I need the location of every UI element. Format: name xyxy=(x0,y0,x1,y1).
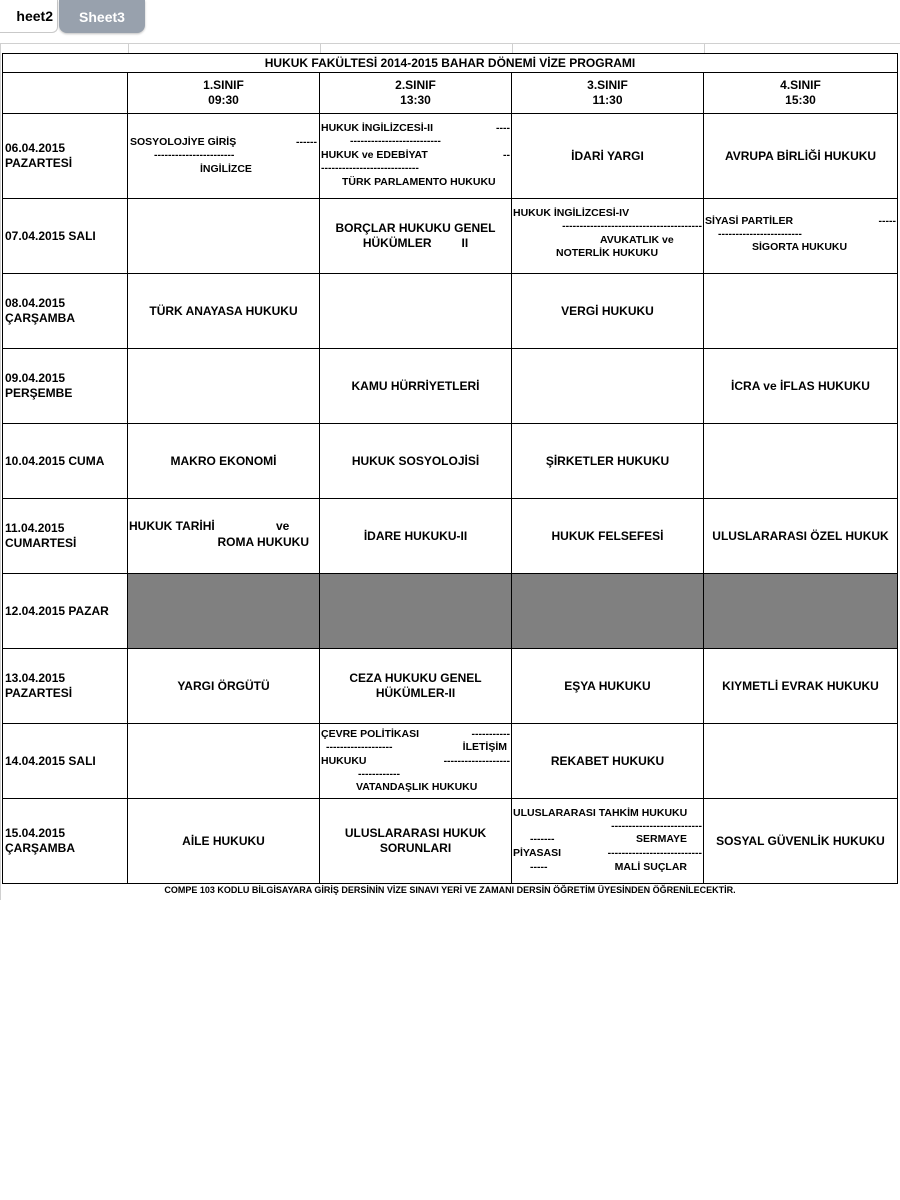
exam-cell[interactable] xyxy=(320,274,512,349)
exam-cell[interactable]: VERGİ HUKUKU xyxy=(512,274,704,349)
exam-cell[interactable] xyxy=(128,724,320,799)
mixed-cell-text: HUKUK TARİHİ ve ROMA HUKUKU xyxy=(129,519,309,549)
date-cell[interactable]: 07.04.2015 SALI xyxy=(3,199,128,274)
date-cell[interactable]: 15.04.2015 ÇARŞAMBA xyxy=(3,799,128,884)
column-gridlines xyxy=(0,43,900,53)
holiday-cell[interactable] xyxy=(320,574,512,649)
exam-cell[interactable]: EŞYA HUKUKU xyxy=(512,649,704,724)
exam-cell[interactable]: ULUSLARARASI HUKUK SORUNLARI xyxy=(320,799,512,884)
exam-cell[interactable]: TÜRK ANAYASA HUKUKU xyxy=(128,274,320,349)
header-blank-cell[interactable] xyxy=(3,73,128,114)
exam-cell[interactable] xyxy=(512,799,704,884)
exam-cell[interactable]: CEZA HUKUKU GENEL HÜKÜMLER-II xyxy=(320,649,512,724)
exam-cell[interactable]: BORÇLAR HUKUKU GENEL HÜKÜMLER II xyxy=(320,199,512,274)
exam-cell[interactable]: SOSYAL GÜVENLİK HUKUKU xyxy=(704,799,898,884)
exam-cell[interactable] xyxy=(128,114,320,199)
exam-cell[interactable]: ULUSLARARASI ÖZEL HUKUK xyxy=(704,499,898,574)
date-cell[interactable]: 10.04.2015 CUMA xyxy=(3,424,128,499)
exam-cell[interactable]: MAKRO EKONOMİ xyxy=(128,424,320,499)
exam-cell[interactable] xyxy=(704,724,898,799)
exam-cell[interactable]: İCRA ve İFLAS HUKUKU xyxy=(704,349,898,424)
exam-cell[interactable]: AVRUPA BİRLİĞİ HUKUKU xyxy=(704,114,898,199)
holiday-cell[interactable] xyxy=(128,574,320,649)
exam-cell[interactable]: KIYMETLİ EVRAK HUKUKU xyxy=(704,649,898,724)
date-cell[interactable]: 06.04.2015 PAZARTESİ xyxy=(3,114,128,199)
header-class-1[interactable]: 1.SINIF 09:30 xyxy=(128,73,320,114)
header-class-2[interactable]: 2.SINIF 13:30 xyxy=(320,73,512,114)
exam-cell[interactable]: HUKUK SOSYOLOJİSİ xyxy=(320,424,512,499)
mixed-cell-text: HUKUK İNGİLİZCESİ-II ---- -------------------------- HUKUK ve EDEBİYAT -- ---------------------------- TÜRK PARLAMENTO HUKUKU xyxy=(321,122,510,188)
tab-sheet3[interactable]: Sheet3 xyxy=(59,0,145,33)
mixed-cell-text: SİYASİ PARTİLER ----- ------------------------ SİGORTA HUKUKU xyxy=(705,215,897,253)
mixed-cell-text: ÇEVRE POLİTİKASI ----------- ------------------- İLETİŞİM HUKUKU ------------------- ------------ VATANDAŞLIK HUKUKU xyxy=(321,728,510,793)
holiday-cell[interactable] xyxy=(704,574,898,649)
exam-cell[interactable]: REKABET HUKUKU xyxy=(512,724,704,799)
date-cell[interactable]: 12.04.2015 PAZAR xyxy=(3,574,128,649)
header-class-4[interactable]: 4.SINIF 15:30 xyxy=(704,73,898,114)
mixed-cell-text: HUKUK İNGİLİZCESİ-IV ---------------------------------------- AVUKATLIK ve NOTERLİK HUKUKU xyxy=(513,207,702,259)
date-cell[interactable]: 08.04.2015 ÇARŞAMBA xyxy=(3,274,128,349)
exam-cell[interactable] xyxy=(704,274,898,349)
exam-cell[interactable] xyxy=(704,199,898,274)
exam-cell[interactable] xyxy=(512,199,704,274)
exam-cell[interactable] xyxy=(128,499,320,574)
exam-schedule-table xyxy=(2,53,898,884)
holiday-cell[interactable] xyxy=(512,574,704,649)
exam-cell[interactable]: İDARİ YARGI xyxy=(512,114,704,199)
tab-sheet2[interactable]: heet2 xyxy=(0,0,58,33)
date-cell[interactable]: 13.04.2015 PAZARTESİ xyxy=(3,649,128,724)
exam-cell[interactable]: KAMU HÜRRİYETLERİ xyxy=(320,349,512,424)
exam-cell[interactable] xyxy=(320,724,512,799)
date-cell[interactable]: 09.04.2015 PERŞEMBE xyxy=(3,349,128,424)
footnote: COMPE 103 KODLU BİLGİSAYARA GİRİŞ DERSİNİN VİZE SINAVI YERİ VE ZAMANI DERSİN ÖĞRETİM ÜYESİNDEN ÖĞRENİLECEKTİR. xyxy=(164,885,736,895)
sheet-title: HUKUK FAKÜLTESİ 2014-2015 BAHAR DÖNEMİ VİZE PROGRAMI xyxy=(3,54,898,73)
exam-cell[interactable]: YARGI ÖRGÜTÜ xyxy=(128,649,320,724)
mixed-cell-text: SOSYOLOJİYE GİRİŞ ------ ----------------------- İNGİLİZCE xyxy=(130,136,317,175)
exam-cell[interactable]: HUKUK FELSEFESİ xyxy=(512,499,704,574)
exam-cell[interactable]: ŞİRKETLER HUKUKU xyxy=(512,424,704,499)
exam-cell[interactable]: İDARE HUKUKU-II xyxy=(320,499,512,574)
exam-cell[interactable]: AİLE HUKUKU xyxy=(128,799,320,884)
exam-cell[interactable] xyxy=(704,424,898,499)
exam-cell[interactable] xyxy=(320,114,512,199)
date-cell[interactable]: 11.04.2015 CUMARTESİ xyxy=(3,499,128,574)
header-class-3[interactable]: 3.SINIF 11:30 xyxy=(512,73,704,114)
date-cell[interactable]: 14.04.2015 SALI xyxy=(3,724,128,799)
exam-cell[interactable] xyxy=(128,349,320,424)
exam-cell[interactable] xyxy=(512,349,704,424)
mixed-cell-text: ULUSLARARASI TAHKİM HUKUKU -------------------------- ------- SERMAYE PİYASASI --------------------------- ----- MALİ SUÇLAR xyxy=(513,807,702,873)
sheet-tab-bar xyxy=(0,0,900,34)
exam-cell[interactable] xyxy=(128,199,320,274)
sheet-left-edge xyxy=(0,43,1,900)
